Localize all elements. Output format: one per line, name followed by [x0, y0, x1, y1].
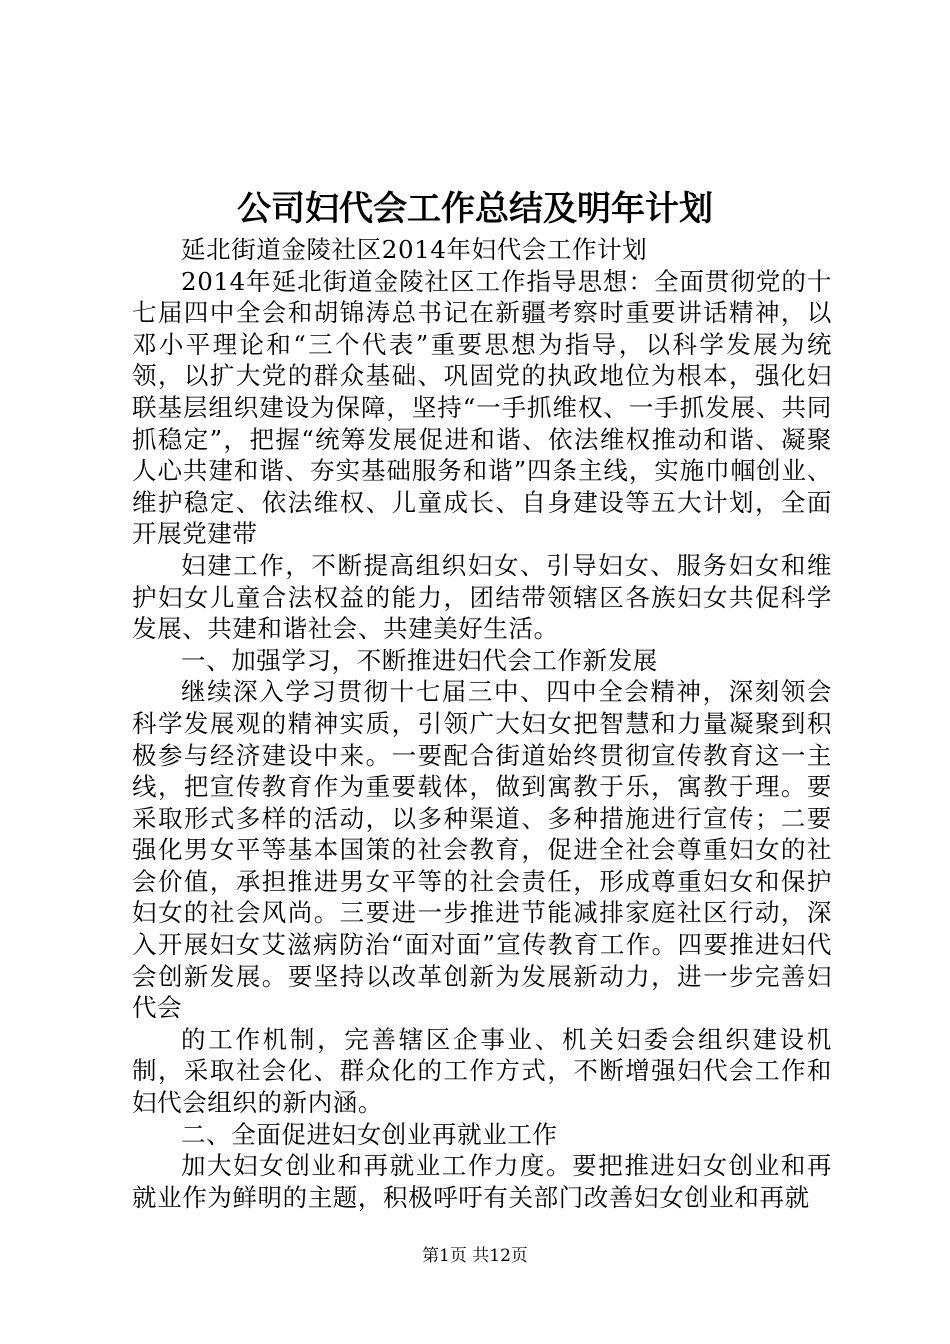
paragraph-study: 继续深入学习贯彻十七届三中、四中全会精神，深刻领会科学发展观的精神实质，引领广大妇女把智慧和力量凝聚到积极参与经济建设中来。一要配合街道始终贯彻宣传教育这一主线，把宣传教育作为重要载体，做到寓教于乐，寓教于理。要采取形式多样的活动，以多种渠道、多种措施进行宣传；二要强化男女平等基本国策的社会教育，促进全社会尊重妇女的社会价值，承担推进男女平等的社会责任，形成尊重妇女和保护妇女的社会风尚。三要进一步推进节能减排家庭社区行动，深入开展妇女艾滋病防治“面对面”宣传教育工作。四要推进妇代会创新发展。要坚持以改革创新为发展新动力，进一步完善妇代会 [132, 677, 832, 1023]
section-heading-2: 二、全面促进妇女创业再就业工作 [181, 1119, 558, 1149]
document-body [132, 234, 832, 1213]
paragraph-mechanism: 的工作机制，完善辖区企事业、机关妇委会组织建设机制，采取社会化、群众化的工作方式，不断增强妇代会工作和妇代会组织的新内涵。 [132, 1024, 832, 1118]
paragraph-subtitle: 延北街道金陵社区2014年妇代会工作计划 [181, 235, 648, 264]
document-title: 公司妇代会工作总结及明年计划 [237, 189, 713, 229]
page-footer: 第1页 共12页 [422, 1246, 528, 1266]
paragraph-employment: 加大妇女创业和再就业工作力度。要把推进妇女创业和再就业作为鲜明的主题，积极呼吁有关部门改善妇女创业和再就 [132, 1151, 832, 1212]
section-heading-1: 一、加强学习，不断推进妇代会工作新发展 [181, 645, 658, 675]
paragraph-guiding-thought: 2014年延北街道金陵社区工作指导思想：全面贯彻党的十七届四中全会和胡锦涛总书记在新疆考察时重要讲话精神，以邓小平理论和“三个代表”重要思想为指导，以科学发展为统领，以扩大党的群众基础、巩固党的执政地位为根本，强化妇联基层组织建设为保障，坚持“一手抓维权、一手抓发展、共同抓稳定”，把握“统筹发展促进和谐、依法维权推动和谐、凝聚人心共建和谐、夯实基础服务和谐”四条主线，实施巾帼创业、维护稳定、依法维权、儿童成长、自身建设等五大计划，全面开展党建带 [132, 266, 832, 549]
paragraph-women-work: 妇建工作，不断提高组织妇女、引导妇女、服务妇女和维护妇女儿童合法权益的能力，团结带领辖区各族妇女共促科学发展、共建和谐社会、共建美好生活。 [132, 550, 832, 644]
